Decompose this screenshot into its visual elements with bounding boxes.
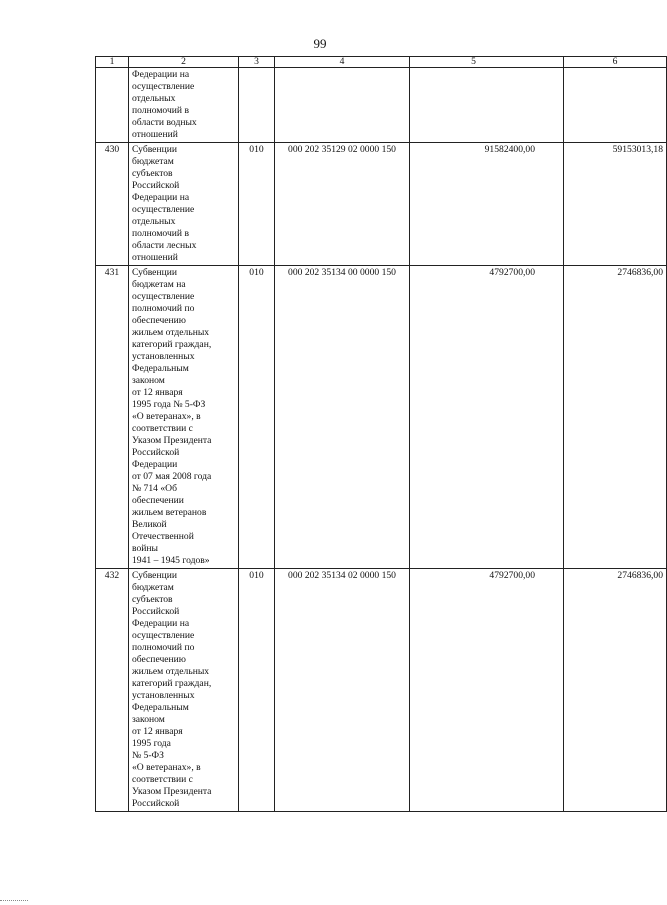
row-kbk: 000 202 35134 00 0000 150 xyxy=(275,266,410,569)
row-code: 010 xyxy=(239,266,275,569)
row-number: 432 xyxy=(96,569,129,812)
row-fact xyxy=(564,68,667,143)
row-fact: 2746836,00 xyxy=(564,266,667,569)
table-row xyxy=(96,266,667,569)
row-number: 431 xyxy=(96,266,129,569)
row-name: Субвенции бюджетам на осуществление полномочий по обеспечению жильем отдельных категорий граждан, установленных Федеральным законом от 12 января 1995 года № 5-ФЗ «О ветеранах», в соответствии с Указом Президента Российской Федерации от 07 мая 2008 года № 714 «Об обеспечении жильем ветеранов Великой Отечественной войны 1941 – 1945 годов» xyxy=(129,266,239,569)
row-name: Федерации на осуществление отдельных полномочий в области водных отношений xyxy=(129,68,239,143)
row-number: 430 xyxy=(96,143,129,266)
row-plan: 4792700,00 xyxy=(410,266,564,569)
scan-edge-mark xyxy=(0,900,28,902)
column-header: 4 xyxy=(275,57,410,68)
table-row xyxy=(96,143,667,266)
row-fact: 2746836,00 xyxy=(564,569,667,812)
row-name: Субвенции бюджетам субъектов Российской Федерации на осуществление полномочий по обеспечению жильем отдельных категорий граждан, установленных Федеральным законом от 12 января 1995 года № 5-ФЗ «О ветеранах», в соответствии с Указом Президента Российской xyxy=(129,569,239,812)
row-kbk xyxy=(275,68,410,143)
row-kbk: 000 202 35129 02 0000 150 xyxy=(275,143,410,266)
page-number: 99 xyxy=(313,36,327,51)
table-row xyxy=(96,569,667,812)
column-header: 3 xyxy=(239,57,275,68)
column-header: 2 xyxy=(129,57,239,68)
row-number xyxy=(96,68,129,143)
budget-table xyxy=(95,56,667,812)
row-code: 010 xyxy=(239,569,275,812)
row-code xyxy=(239,68,275,143)
row-kbk: 000 202 35134 02 0000 150 xyxy=(275,569,410,812)
table-row xyxy=(96,68,667,143)
row-name: Субвенции бюджетам субъектов Российской Федерации на осуществление отдельных полномочий в области лесных отношений xyxy=(129,143,239,266)
row-code: 010 xyxy=(239,143,275,266)
row-plan: 4792700,00 xyxy=(410,569,564,812)
row-plan xyxy=(410,68,564,143)
column-header: 6 xyxy=(564,57,667,68)
row-fact: 59153013,18 xyxy=(564,143,667,266)
header-row xyxy=(96,57,667,68)
column-header: 1 xyxy=(96,57,129,68)
row-plan: 91582400,00 xyxy=(410,143,564,266)
column-header: 5 xyxy=(410,57,564,68)
